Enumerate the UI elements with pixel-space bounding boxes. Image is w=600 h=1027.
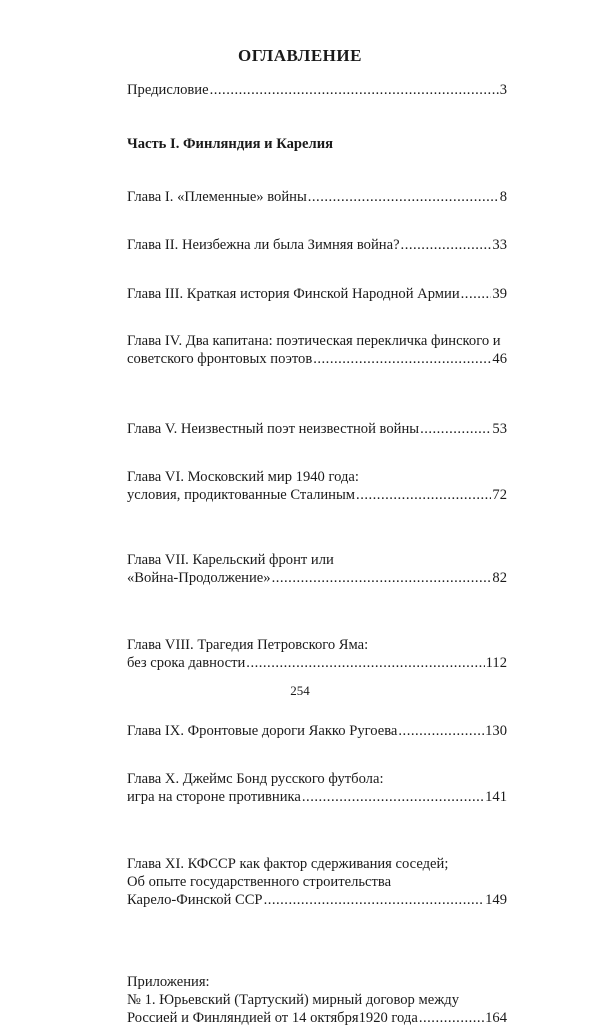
toc-entry <box>127 855 507 909</box>
toc-entry <box>127 236 507 254</box>
toc-entry-title: игра на стороне противника <box>127 789 301 805</box>
toc-entry-title: Глава II. Неизбежна ли была Зимняя война? <box>127 237 400 253</box>
toc-entry-title: № 1. Юрьевский (Тартуский) мирный договор между <box>127 992 460 1008</box>
toc-entry-page: 112 <box>485 655 507 671</box>
toc-entry-title: условия, продиктованные Сталиным <box>127 487 356 503</box>
toc-entry <box>127 973 507 1027</box>
toc-entry-title: Предисловие <box>127 82 209 98</box>
toc-entry-title: Россией и Финляндией от 14 октября1920 года <box>127 1010 418 1026</box>
toc-dot-leader <box>398 722 484 740</box>
toc-dot-leader <box>210 81 499 99</box>
toc-entry-page: 53 <box>492 421 507 437</box>
toc-entry-title: Глава XI. КФССР как фактор сдерживания соседей; <box>127 856 449 872</box>
toc-dot-leader <box>313 350 491 368</box>
toc-dot-leader <box>356 486 491 504</box>
toc-entry-title: Карело-Финской ССР <box>127 892 263 908</box>
toc-dot-leader <box>401 236 492 254</box>
toc-entry-page: 141 <box>485 789 507 805</box>
toc-entry-title: Глава VII. Карельский фронт или <box>127 552 334 568</box>
toc-dot-leader <box>272 569 492 587</box>
toc-entry-title: Об опыте государственного строительства <box>127 874 392 890</box>
toc-entry-page: 82 <box>492 570 507 586</box>
toc-entry <box>127 81 507 99</box>
toc-part-heading <box>127 135 507 153</box>
toc-entry-title: Глава V. Неизвестный поэт неизвестной войны <box>127 421 420 437</box>
toc-entry-title: Глава IX. Фронтовые дороги Яакко Ругоева <box>127 723 398 739</box>
toc-entry-title: советского фронтовых поэтов <box>127 351 313 367</box>
part-heading-text: Часть I. Финляндия и Карелия <box>127 136 334 152</box>
toc-entry-title: без срока давности <box>127 655 246 671</box>
toc-entry-page: 72 <box>492 487 507 503</box>
toc-entry-title: Глава X. Джеймс Бонд русского футбола: <box>127 771 384 787</box>
toc-entry-page: 8 <box>499 189 507 205</box>
toc-entry-title: «Война-Продолжение» <box>127 570 271 586</box>
toc-entry-page: 33 <box>492 237 507 253</box>
toc-entry-title: Глава I. «Племенные» войны <box>127 189 307 205</box>
toc-entry-title: Глава III. Краткая история Финской Народной Армии <box>127 286 460 302</box>
toc-entry-page: 46 <box>492 351 507 367</box>
toc-entry <box>127 636 507 672</box>
toc-dot-leader <box>308 188 499 206</box>
toc-entry <box>127 770 507 806</box>
toc-dot-leader <box>246 654 484 672</box>
toc-entry-title: Приложения: <box>127 974 210 990</box>
toc-dot-leader <box>420 420 491 438</box>
toc-dot-leader <box>264 891 485 909</box>
toc-entry-page: 39 <box>492 286 507 302</box>
toc-entry <box>127 722 507 740</box>
toc-entry-title: Глава VIII. Трагедия Петровского Яма: <box>127 637 369 653</box>
toc-entry <box>127 551 507 587</box>
toc-entry <box>127 420 507 438</box>
toc-entry-page: 164 <box>485 1010 507 1026</box>
toc-entry-page: 130 <box>485 723 507 739</box>
toc-entry-title: Глава IV. Два капитана: поэтическая перекличка финского и <box>127 333 501 349</box>
toc-entry <box>127 468 507 504</box>
toc-dot-leader <box>302 788 484 806</box>
toc-entry <box>127 332 507 368</box>
toc-entry <box>127 285 507 303</box>
toc-entry-page: 149 <box>485 892 507 908</box>
toc-entry-title: Глава VI. Московский мир 1940 года: <box>127 469 359 485</box>
toc-entry-page: 3 <box>499 82 507 98</box>
toc-entry <box>127 188 507 206</box>
toc-dot-leader <box>461 285 492 303</box>
page-number: 254 <box>290 683 310 698</box>
toc-dot-leader <box>419 1009 484 1027</box>
page-title: ОГЛАВЛЕНИЕ <box>238 46 362 65</box>
